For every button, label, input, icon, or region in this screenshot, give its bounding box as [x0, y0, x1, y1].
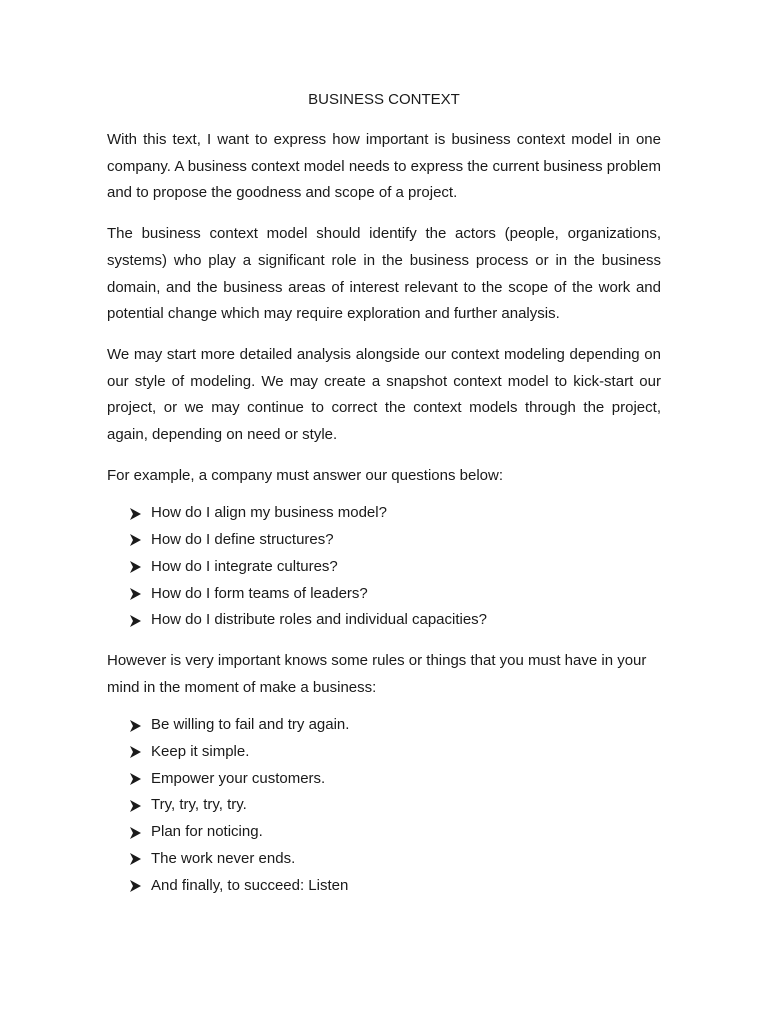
arrow-bullet-icon [129, 507, 151, 521]
rule-text: Try, try, try, try. [151, 796, 247, 814]
question-text: How do I integrate cultures? [151, 557, 338, 575]
rule-text: Empower your customers. [151, 769, 326, 787]
document-title: BUSINESS CONTEXT [308, 91, 460, 108]
paragraph-example: For example, a company must answer our questions below: [107, 466, 504, 484]
list-item [129, 712, 661, 739]
arrow-bullet-icon [129, 587, 151, 601]
list-item [129, 607, 661, 634]
question-text: How do I align my business model? [151, 504, 387, 522]
arrow-bullet-icon [129, 560, 151, 574]
arrow-bullet-icon [129, 826, 151, 840]
arrow-bullet-icon [129, 719, 151, 733]
paragraph-rules-intro: However is very important knows some rules or things that you must have in your mind in the moment of make a business: [107, 651, 647, 696]
question-text: How do I define structures? [151, 531, 334, 549]
paragraph-intro: With this text, I want to express how important is business context model in one company. A business context model needs to express the current business problem and to propose the goodness and scope of a project. [107, 131, 661, 202]
list-item [129, 527, 661, 554]
rule-text: The work never ends. [151, 849, 296, 867]
rule-text: Plan for noticing. [151, 823, 263, 841]
arrow-bullet-icon [129, 745, 151, 759]
list-item [129, 739, 661, 766]
arrow-bullet-icon [129, 772, 151, 786]
list-item [129, 554, 661, 581]
list-item [129, 873, 661, 900]
list-item [129, 846, 661, 873]
paragraph-actors: The business context model should identify the actors (people, organizations, systems) who play a significant role in the business process or in the business domain, and the business areas of interest relevant to the scope of the work and potential change which may require exploration and further analysis. [107, 225, 661, 323]
arrow-bullet-icon [129, 852, 151, 866]
arrow-bullet-icon [129, 614, 151, 628]
question-text: How do I distribute roles and individual capacities? [151, 611, 488, 629]
list-item [129, 581, 661, 608]
rule-text: And finally, to succeed: Listen [151, 876, 349, 894]
list-item [129, 766, 661, 793]
rules-list [107, 712, 661, 899]
list-item [129, 792, 661, 819]
arrow-bullet-icon [129, 533, 151, 547]
rule-text: Be willing to fail and try again. [151, 716, 350, 734]
rule-text: Keep it simple. [151, 743, 250, 761]
arrow-bullet-icon [129, 799, 151, 813]
arrow-bullet-icon [129, 879, 151, 893]
paragraph-analysis: We may start more detailed analysis alongside our context modeling depending on our style of modeling. We may create a snapshot context model to kick-start our project, or we may continue to correct the context models through the project, again, depending on need or style. [107, 345, 661, 444]
list-item [129, 819, 661, 846]
list-item [129, 500, 661, 527]
question-text: How do I form teams of leaders? [151, 584, 368, 602]
questions-list [107, 500, 661, 634]
